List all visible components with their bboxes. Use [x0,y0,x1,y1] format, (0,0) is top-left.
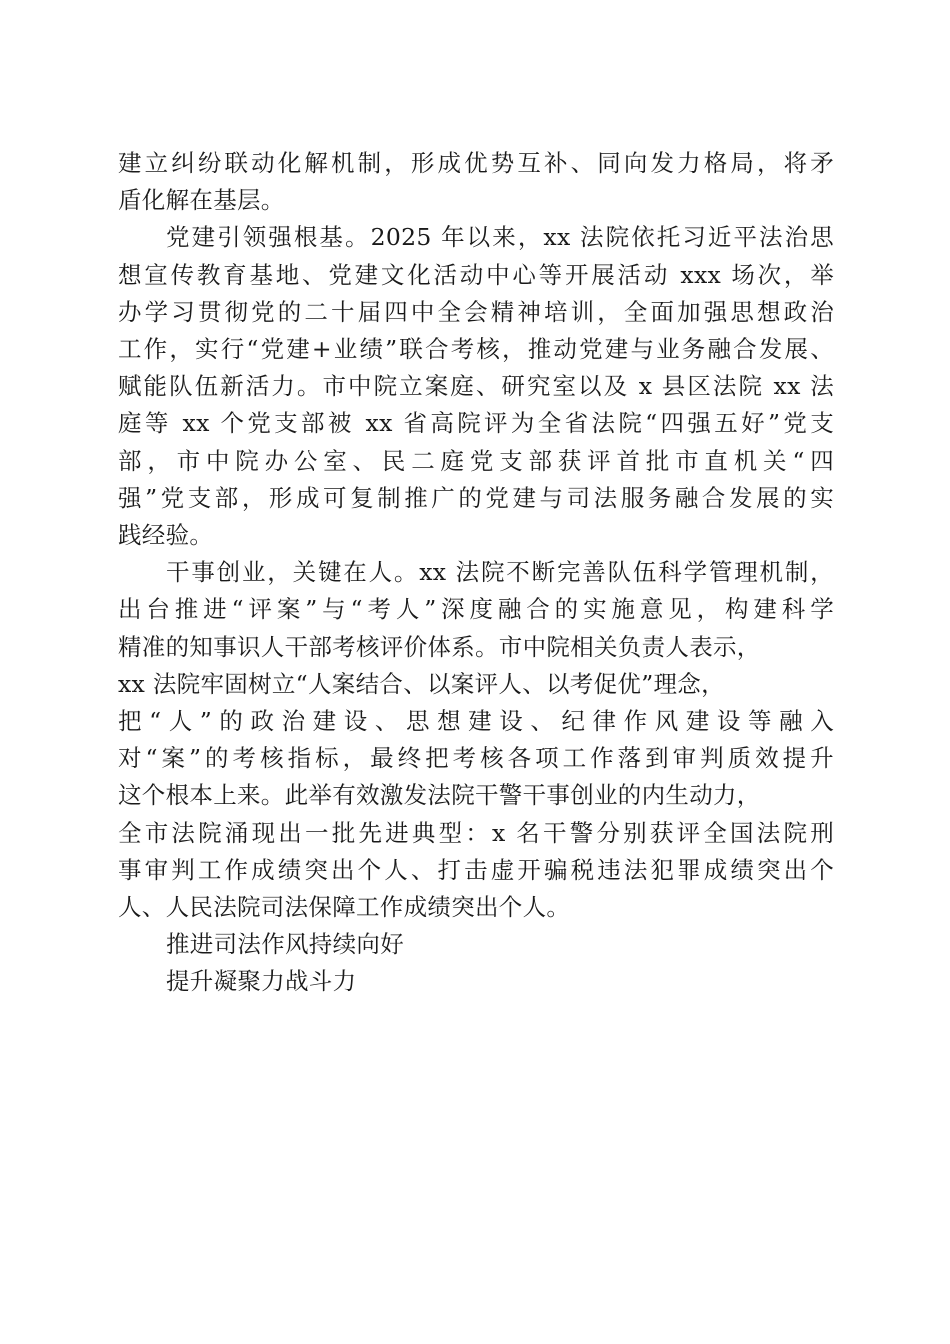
text-line: 部，市中院办公室、民二庭党支部获评首批市直机关“四 [118,446,834,475]
text-line: 出台推进“评案”与“考人”深度融合的实施意见，构建科学 [118,595,834,624]
text-line: 践经验。 [118,521,214,550]
text-line: 强”党支部，形成可复制推广的党建与司法服务融合发展的实 [118,483,834,512]
paragraph-dispute-resolution [118,145,834,219]
text-line: 庭等 xx 个党支部被 xx 省高院评为全省法院“四强五好”党支 [118,409,834,438]
document-page [118,145,834,1001]
text-line: 赋能队伍新活力。市中院立案庭、研究室以及 x 县区法院 xx 法 [118,372,834,401]
section-heading-judicial-style: 推进司法作风持续向好 [166,930,404,959]
text-line: 人、人民法院司法保障工作成绩突出个人。 [118,893,571,922]
text-line: 全市法院涌现出一批先进典型：x 名干警分别获评全国法院刑 [118,818,834,847]
text-line: 盾化解在基层。 [118,186,285,215]
text-line: 想宣传教育基地、党建文化活动中心等开展活动 xxx 场次，举 [118,260,834,289]
text-line: 精准的知事识人干部考核评价体系。市中院相关负责人表示， [118,632,761,661]
text-line: 把“人”的政治建设、思想建设、纪律作风建设等融入 [118,707,834,736]
text-line: 干事创业，关键在人。xx 法院不断完善队伍科学管理机制， [166,558,834,587]
text-line: 对“案”的考核指标，最终把考核各项工作落到审判质效提升 [118,744,834,773]
text-line: 事审判工作成绩突出个人、打击虚开骗税违法犯罪成绩突出个 [118,855,834,884]
section-heading-cohesion: 提升凝聚力战斗力 [166,967,357,996]
text-line: 这个根本上来。此举有效激发法院干警干事创业的内生动力， [118,781,761,810]
text-line: 工作，实行“党建+业绩”联合考核，推动党建与业务融合发展、 [118,335,834,364]
paragraph-personnel [118,554,834,926]
text-line: 办学习贯彻党的二十届四中全会精神培训，全面加强思想政治 [118,297,834,326]
paragraph-party-building [118,219,834,554]
text-line: xx 法院牢固树立“人案结合、以案评人、以考促优”理念， [118,669,725,698]
text-line: 党建引领强根基。2025 年以来，xx 法院依托习近平法治思 [166,223,834,252]
text-line: 建立纠纷联动化解机制，形成优势互补、同向发力格局，将矛 [118,149,834,177]
